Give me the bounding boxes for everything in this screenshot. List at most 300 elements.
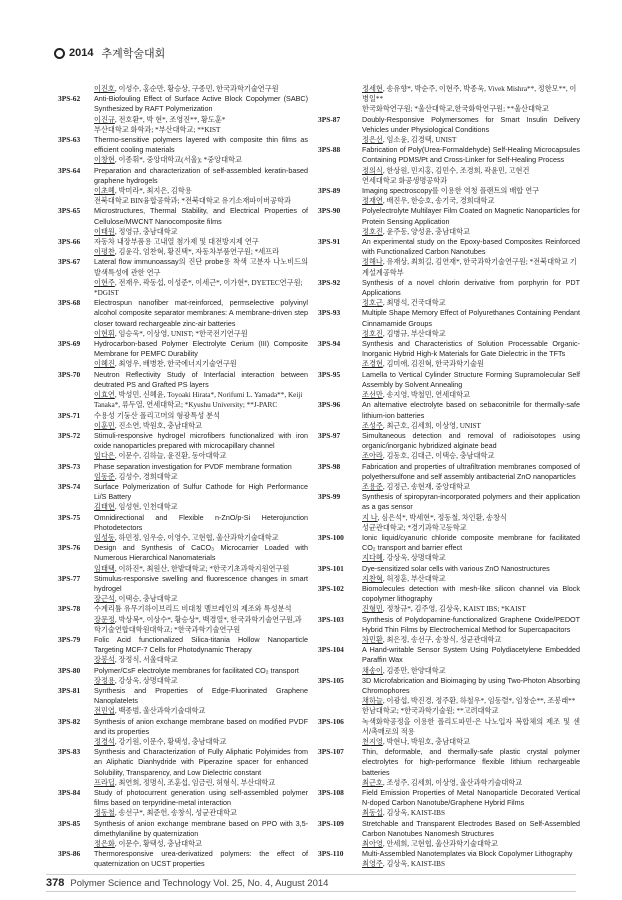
presenting-author: 최영주 <box>362 860 383 869</box>
co-authors: , 정영규, 충남대학교 <box>114 227 178 236</box>
poster-authors <box>94 564 308 574</box>
poster-title: 수계리튬 유무기하이브리드 비대칭 멤브레인의 제조와 특성분석 <box>94 604 292 614</box>
presenting-author: 이현휘 <box>94 329 115 338</box>
presenting-author: 이훈민 <box>94 421 115 430</box>
poster-title: 자동차 내장부품용 고내열 첨가제 및 대전방지제 연구 <box>94 237 259 247</box>
poster-body <box>362 645 580 676</box>
poster-authors <box>94 278 308 298</box>
poster-id: 3PS-64 <box>58 165 81 175</box>
poster-body <box>94 257 308 298</box>
presenting-author: 정세현 <box>362 85 383 93</box>
poster-title: Fabrication and properties of ultrafiltration membranes composed of polyethersulfone and self assembly antibacterial ZnO nanoparticles <box>362 461 580 481</box>
co-authors: , 배진우, 한승호, 송기국, 경희대학교 <box>382 197 495 206</box>
poster-id: 3PS-104 <box>318 645 344 655</box>
poster-title: Dye-sensitized solar cells with various ZnO Nanostructures <box>362 563 550 573</box>
poster-entry <box>318 84 580 115</box>
presenting-author: 이효연 <box>94 391 115 400</box>
co-authors: , 허정훈, 부산대학교 <box>382 574 446 583</box>
poster-authors <box>362 574 580 584</box>
poster-authors <box>94 615 308 635</box>
poster-authors <box>362 359 580 369</box>
poster-entry <box>58 462 308 482</box>
co-authors: , 최근호, 김세희, 이상영, UNIST <box>382 421 481 430</box>
poster-body <box>94 370 308 411</box>
presenting-author: 정경석 <box>94 738 115 746</box>
poster-entry <box>58 604 308 635</box>
poster-title: Lateral flow immunoassay의 진단 probe용 착색 고분자 나노비드의 발색특성에 관한 연구 <box>94 257 308 277</box>
poster-title: 수용성 기둥산 폴리고머의 형광특성 분석 <box>94 410 221 420</box>
poster-title: Synthesis of a novel chlorin derivative from porphyrin for PDT Applications <box>362 277 580 298</box>
poster-id: 3PS-86 <box>58 849 81 859</box>
poster-entry <box>318 533 580 564</box>
poster-authors <box>94 533 308 543</box>
poster-title: Synthesis and Characteristics of Solution Processable Organic-Inorganic Hybrid High-k Materials for Gate Dielectric in the TFTs <box>362 339 580 359</box>
poster-authors <box>94 655 308 665</box>
poster-body <box>362 186 580 206</box>
poster-body <box>94 206 308 237</box>
poster-body <box>94 431 308 462</box>
co-authors: , 정창규*, 김주영, 김상욱, KAIST IBS; *KAIST <box>382 605 526 614</box>
poster-entry <box>318 400 580 431</box>
journal-citation: Polymer Science and Technology Vol. 25, No. 4, August 2014 <box>70 877 329 889</box>
poster-body <box>362 533 580 564</box>
poster-entry <box>318 849 580 869</box>
presenting-author: 채송이 <box>362 666 383 675</box>
presenting-author: 최동섭 <box>362 809 383 818</box>
poster-entry <box>318 492 580 533</box>
poster-id: 3PS-77 <box>58 573 81 583</box>
poster-entry <box>58 747 308 788</box>
presenting-author: 임동준 <box>94 472 115 481</box>
presenting-author: 지다혜 <box>362 554 383 563</box>
poster-entry <box>58 819 308 850</box>
poster-body <box>362 676 580 717</box>
poster-title: Stimuli-responsive hydrogel microfibers functionalized with iron oxide nanoparticles prepared with microcapillary channel <box>94 430 308 451</box>
co-authors: , 최은정, 송선구, 송창식, 성균관대학교 <box>382 635 502 644</box>
poster-entry <box>58 84 308 94</box>
co-authors: , 전호환*, 박 현*, 조영진**, 황도훈* <box>114 115 226 124</box>
poster-body <box>94 513 308 544</box>
poster-title: Synthesis of spiropyran-incorporated polymers and their application as a gas sensor <box>362 492 580 512</box>
poster-title: Design and Synthesis of CaCO₃ Microcarrier Loaded with Numerous Hierarchical Nanomaterials <box>94 543 308 563</box>
poster-entry <box>58 237 308 257</box>
poster-authors <box>362 298 580 308</box>
co-authors: , 박상복*, 이상수*, 황승상*, 백경열*, 한국과학기술연구원,과학기술연합대학원대학교; *한국과학기술연구원 <box>94 615 302 634</box>
poster-body <box>94 543 308 574</box>
poster-id: 3PS-80 <box>58 665 81 675</box>
poster-title: Synthesis of anion exchange membrane based on modified PVDF and its properties <box>94 716 308 736</box>
poster-id: 3PS-88 <box>318 145 341 155</box>
co-authors: , 강기원, 이문수, 황택성, 충남대학교 <box>114 738 227 746</box>
co-authors: , 임승욱*, 이상영, UNIST; *한국전기연구원 <box>114 329 248 338</box>
poster-id: 3PS-72 <box>58 430 81 440</box>
poster-body <box>362 84 580 115</box>
poster-entry <box>318 206 580 237</box>
poster-id: 3PS-83 <box>58 747 81 757</box>
poster-entry <box>58 513 308 544</box>
poster-entry <box>318 717 580 748</box>
poster-id: 3PS-110 <box>318 849 344 859</box>
co-authors: , 전재우, 곽동섭, 이성준*, 이세근*, 이가현*, DYETEC연구원; *DGIST <box>94 278 303 298</box>
presenting-author: 정해나 <box>362 258 383 267</box>
poster-affiliation: 한남대학교; *한국과학기술원; **고려대학교 <box>362 707 499 716</box>
poster-title: Fabrication of Poly(Urea-Formaldehyde) Self-Healing Microcapsules Containing PDMS/Pt and Cross-Linker for Self-Healing Process <box>362 145 580 165</box>
poster-authors <box>362 635 580 645</box>
presenting-author: 조아라 <box>362 452 383 461</box>
header-title: 추계학술대회 <box>101 48 166 60</box>
presenting-author: 정은선 <box>362 136 383 145</box>
poster-authors <box>362 257 580 277</box>
poster-title: Stretchable and Transparent Electrodes Based on Self-Assembled Carbon Nanotubes Nanomesh Structures <box>362 818 580 838</box>
poster-id: 3PS-63 <box>58 135 81 145</box>
poster-title: Stimulus-responsive swelling and fluorescence changes in smart hydrogel <box>94 573 308 593</box>
poster-id: 3PS-94 <box>318 339 341 349</box>
poster-body <box>94 717 308 748</box>
poster-affiliation: 부산대학교 화학과; *부산대학교; **KIST <box>94 125 221 134</box>
poster-id: 3PS-74 <box>58 481 81 491</box>
presenting-author: 이진규 <box>94 115 115 124</box>
presenting-author: 정재연 <box>362 197 383 206</box>
presenting-author: 장근석 <box>94 595 115 604</box>
poster-body <box>362 564 580 584</box>
poster-title: Multi-Assembled Nanotemplates via Block Copolymer Lithography <box>362 849 573 859</box>
co-authors: , 송지영, 박철민, 연세대학교 <box>382 391 471 400</box>
poster-body <box>362 308 580 339</box>
co-authors: , 이광섭, 박진경, 정주환, 하철우*, 임동렬*, 임창순**, 조봉래** <box>382 697 576 706</box>
poster-authors <box>94 839 308 849</box>
co-authors: , 김동호, 김대근, 이택승, 충남대학교 <box>382 452 495 461</box>
poster-id: 3PS-98 <box>318 461 341 471</box>
presenting-author: 채하늘 <box>362 697 383 706</box>
co-authors: , 김병규, 부산대학교 <box>382 329 446 338</box>
presenting-author: 장봉석 <box>94 656 115 665</box>
poster-title: Preparation and characterization of self-assembled keratin-based graphene hydrogels <box>94 165 308 185</box>
co-authors: , 유재상, 최희길, 김연재*, 한국과학기술연구원; *전북대학교 기계설계공학부 <box>362 258 577 277</box>
poster-title: Multiple Shape Memory Effect of Polyurethanes Containing Pendant Cinnamamide Groups <box>362 308 580 328</box>
poster-title: Ionic liquid/cyanuric chloride composite membrane for facilitated CO₂ transport and barrier effect <box>362 532 580 553</box>
co-authors: , 최연희, 정명식, 조훈섭, 임금린, 허형식, 부산대학교 <box>114 778 276 787</box>
co-authors: , 김윤각, 엄찬혁, 황진택*, 자동차부품연구원; *세프라 <box>114 248 280 257</box>
poster-authors <box>94 737 308 747</box>
co-authors: , 안세희, 고현협, 울산과학기술대학교 <box>382 840 498 849</box>
poster-entry <box>318 747 580 788</box>
poster-entry <box>58 166 308 207</box>
co-authors: , 송선구*, 최준헌, 송창식, 성균관대학교 <box>114 809 237 818</box>
poster-authors <box>94 451 308 461</box>
poster-id: 3PS-82 <box>58 716 81 726</box>
poster-body <box>362 819 580 850</box>
presenting-author: 최아영 <box>362 840 383 849</box>
poster-body <box>94 849 308 869</box>
co-authors: , 이하진*, 최원산, 한밭대학교; *한국기초과학지원연구원 <box>114 564 290 573</box>
poster-entry <box>318 237 580 278</box>
poster-body <box>94 237 308 257</box>
poster-id: 3PS-91 <box>318 237 341 247</box>
poster-body <box>362 717 580 748</box>
poster-entry <box>318 564 580 584</box>
poster-title: Synthesis of Polydopamine-functionalized Graphene Oxide/PEDOT Hybrid Thin Films by Electrochemical Method for Supercapacitors <box>362 614 580 634</box>
presenting-author: 천지영 <box>362 738 383 746</box>
poster-title: Electrospun nanofiber mat-reinforced, permselective polyvinyl alcohol composite separator membranes: A membrane-driven step closer toward rechargeable zinc-air batteries <box>94 298 308 328</box>
poster-affiliation: 전북대학교 BIN융합공학과; *전북대학교 유기소재파이버공학과 <box>94 197 291 206</box>
poster-entry <box>58 482 308 513</box>
poster-body <box>94 747 308 788</box>
presenting-author: 조용준 <box>362 482 383 491</box>
poster-body <box>362 615 580 646</box>
presenting-author: 지 나 <box>362 513 378 522</box>
poster-authors <box>94 808 308 818</box>
poster-entry <box>58 370 308 411</box>
poster-title: Imaging spectroscopy를 이용한 역청 플랜트의 배합 연구 <box>362 186 540 196</box>
poster-entry <box>318 788 580 819</box>
co-authors: , 조성주, 김세희, 이상영, 울산과학기술대학교 <box>382 778 523 787</box>
poster-authors <box>362 421 580 431</box>
co-authors: , 하민정, 임우승, 이영수, 고현협, 울산과학기술대학교 <box>114 533 279 542</box>
poster-entry <box>58 257 308 298</box>
poster-body <box>362 115 580 146</box>
poster-id: 3PS-66 <box>58 237 81 247</box>
co-authors: , 최영우, 배병찬, 한국에너지기술연구원 <box>114 360 237 369</box>
poster-id: 3PS-70 <box>58 369 81 379</box>
poster-entry <box>58 635 308 666</box>
poster-entry <box>58 206 308 237</box>
poster-body <box>362 339 580 370</box>
poster-entry <box>318 462 580 493</box>
poster-id: 3PS-97 <box>318 430 341 440</box>
co-authors: , 임소윤, 김경택, UNIST <box>382 136 457 145</box>
poster-authors <box>362 839 580 849</box>
presenting-author: 정은화 <box>94 840 115 849</box>
presenting-author: 전민엽 <box>94 707 115 716</box>
poster-id: 3PS-73 <box>58 461 81 471</box>
poster-title: An experimental study on the Epoxy-based Composites Reinforced with Functionalized Carbon Nanotubes <box>362 237 580 257</box>
poster-entry <box>58 686 308 717</box>
presenting-author: 조성주 <box>362 421 383 430</box>
poster-entry <box>58 298 308 339</box>
poster-authors <box>362 196 580 206</box>
poster-id: 3PS-96 <box>318 400 341 410</box>
poster-title: Surface Polymerization of Sulfur Cathode for High Performance Li/S Battery <box>94 481 308 502</box>
presenting-author: 지찬혁 <box>362 574 383 583</box>
presenting-author: 이평찬 <box>94 248 115 257</box>
poster-body <box>94 94 308 135</box>
poster-title: Polymer/CsF electrolyte membranes for facilitated CO₂ transport <box>94 665 299 675</box>
co-authors: , 김상욱, KAIST-IBS <box>382 860 445 869</box>
poster-authors <box>362 329 580 339</box>
presenting-author: 정의식 <box>362 166 383 175</box>
poster-id: 3PS-100 <box>318 532 344 542</box>
poster-affiliation: 연세대학교 화공생명공학과 <box>362 176 448 185</box>
poster-entry <box>318 584 580 615</box>
poster-id: 3PS-67 <box>58 257 81 267</box>
presenting-author: 김태현 <box>94 503 115 512</box>
poster-body <box>94 574 308 605</box>
poster-entry <box>58 339 308 370</box>
poster-id: 3PS-102 <box>318 583 344 593</box>
poster-entry <box>58 94 308 135</box>
co-authors: , 윤주동, 양성윤, 충남대학교 <box>382 227 471 236</box>
poster-authors <box>362 482 580 492</box>
poster-entry <box>318 370 580 401</box>
header-year: 2014 <box>69 47 94 59</box>
poster-id: 3PS-65 <box>58 206 81 216</box>
poster-body <box>94 482 308 513</box>
poster-entry <box>318 615 580 646</box>
poster-body <box>94 339 308 370</box>
poster-authors <box>94 359 308 369</box>
poster-body <box>94 166 308 207</box>
poster-authors <box>94 390 308 410</box>
poster-id: 3PS-90 <box>318 206 341 216</box>
presenting-author: 이태원 <box>94 227 115 236</box>
poster-authors <box>362 451 580 461</box>
left-column <box>58 84 308 870</box>
poster-body <box>94 686 308 717</box>
co-authors: , 김정근, 송현재, 중앙대학교 <box>382 482 471 491</box>
co-authors: , 이성수, 홍순만, 황승상, 구종민, 한국과학기술연구원 <box>114 85 279 93</box>
poster-id: 3PS-68 <box>58 298 81 308</box>
poster-id: 3PS-75 <box>58 512 81 522</box>
poster-entry <box>318 676 580 717</box>
poster-entry <box>318 308 580 339</box>
poster-id: 3PS-84 <box>58 788 81 798</box>
poster-title: Thin, deformable, and thermally-safe plastic crystal polymer electrolytes for high-performance flexible lithium rechargeable batteries <box>362 747 580 777</box>
co-authors: , 박현나, 박원호, 충남대학교 <box>382 738 471 746</box>
poster-title: Microstructures, Thermal Stability, and Electrical Properties of Cellulose/MWCNT Nanocomposite films <box>94 206 308 226</box>
poster-id: 3PS-85 <box>58 818 81 828</box>
presenting-author: 임성동 <box>94 533 115 542</box>
co-authors: , 이문수, 황택성, 충남대학교 <box>114 840 203 849</box>
poster-authors <box>362 227 580 237</box>
co-authors: , 김성수, 경희대학교 <box>114 472 178 481</box>
poster-entry <box>318 186 580 206</box>
poster-entry <box>58 543 308 574</box>
poster-id: 3PS-78 <box>58 604 81 614</box>
co-authors: , 박미라*, 최지은, 김학용 <box>114 187 192 196</box>
co-authors: , 이택승, 충남대학교 <box>114 595 178 604</box>
poster-body <box>362 747 580 788</box>
poster-authors <box>94 676 308 686</box>
poster-id <box>58 84 94 94</box>
right-column <box>318 84 580 870</box>
poster-authors <box>362 84 580 104</box>
poster-body <box>94 411 308 431</box>
presenting-author: 장정용 <box>94 676 115 685</box>
poster-entry <box>58 411 308 431</box>
co-authors: , 김상욱, KAIST-IBS <box>382 809 445 818</box>
poster-body <box>362 278 580 309</box>
poster-entry <box>58 574 308 605</box>
poster-affiliation: 한국화학연구원; *울산대학교,한국화학연구원; **울산대학교 <box>362 105 549 114</box>
poster-id: 3PS-69 <box>58 339 81 349</box>
presenting-author: 정호근 <box>362 299 383 308</box>
poster-title: 3D Microfabrication and Bioimaging by using Two-Photon Absorbing Chromophores <box>362 675 580 695</box>
poster-title: Doubly-Responsive Polymersomes for Smart Insulin Delivery Vehicles under Physiological Conditions <box>362 114 580 134</box>
poster-id: 3PS-87 <box>318 114 341 124</box>
poster-body <box>362 431 580 462</box>
poster-body <box>94 298 308 339</box>
presenting-author: 조선만 <box>362 391 383 400</box>
presenting-author: 프라딥 <box>94 778 115 787</box>
poster-body <box>362 462 580 493</box>
poster-title: A Hand-writable Sensor System Using Polydiacetylene Embedded Paraffin Wax <box>362 645 580 665</box>
poster-entry <box>58 666 308 686</box>
presenting-author: 이혜진 <box>94 360 115 369</box>
poster-entry <box>318 645 580 676</box>
co-authors: , 강상욱, 상명대학교 <box>114 676 178 685</box>
poster-id <box>318 84 362 115</box>
poster-title: Omnidirectional and Flexible n-ZnO/p-Si Heterojunction Photodetectors <box>94 512 308 532</box>
poster-title: Synthesis of anion exchange membrane based on PPO with 3,5-dimethylaniline by quaternization <box>94 818 308 838</box>
poster-body <box>94 819 308 850</box>
poster-body <box>362 206 580 237</box>
presenting-author: 정동철 <box>94 809 115 818</box>
poster-title: 녹색화학공정을 이용한 폴리도파민-은 나노입자 복합체의 제조 및 센서/촉매로의 적용 <box>362 716 580 736</box>
poster-id: 3PS-106 <box>318 716 344 726</box>
poster-body <box>362 788 580 819</box>
presenting-author: 장문정 <box>94 615 115 624</box>
poster-entry <box>58 717 308 748</box>
poster-authors <box>94 115 308 125</box>
poster-entry <box>318 115 580 146</box>
poster-authors <box>94 155 308 165</box>
presenting-author: 최근호 <box>362 778 383 787</box>
co-authors: , 김미애, 김진혁, 한국과학기술원 <box>382 360 484 369</box>
section-header <box>54 45 165 61</box>
poster-title: Simultaneous detection and removal of radioisotopes using organic/inorganic hybridized alginate bead <box>362 430 580 451</box>
page-number: 378 <box>46 877 65 889</box>
poster-authors <box>94 329 308 339</box>
poster-entry <box>318 431 580 462</box>
presenting-author: 정호진 <box>362 329 383 338</box>
co-authors: , 백종범, 울산과학기술대학교 <box>114 707 206 716</box>
poster-id: 3PS-109 <box>318 818 344 828</box>
poster-body <box>94 635 308 666</box>
poster-authors <box>94 778 308 788</box>
presenting-author: 정호진 <box>362 227 383 236</box>
poster-title: Folic Acid functionalized Silica-titania Hollow Nanoparticle Targeting MCF-7 Cells for Photodynamic Therapy <box>94 634 308 655</box>
co-authors: , 한상원, 민지홍, 김민수, 조경희, 곽윤민, 고현건 <box>382 166 530 175</box>
poster-id: 3PS-108 <box>318 788 344 798</box>
poster-title: Hydrocarbon-based Polymer Electrolyte Cerium (III) Composite Membrane for PEMFC Durability <box>94 339 308 359</box>
poster-body <box>94 666 308 686</box>
poster-authors <box>94 227 308 237</box>
poster-title: Field Emission Properties of Metal Nanoparticle Decorated Vertical N-doped Carbon Nanotube/Graphene Hybrid Films <box>362 788 580 808</box>
presenting-author: 차민환 <box>362 635 383 644</box>
poster-title: Phase separation investigation for PVDF membrane formation <box>94 461 292 471</box>
poster-body <box>362 492 580 533</box>
poster-entry <box>318 819 580 850</box>
co-authors: , 이종휘*, 중앙대학교(서울); *중앙대학교 <box>114 156 242 165</box>
poster-id: 3PS-101 <box>318 563 344 573</box>
poster-title: Synthesis and Properties of Edge-Fluorinated Graphene Nanoplatelets <box>94 685 308 706</box>
presenting-author: 조경현 <box>362 360 383 369</box>
poster-id: 3PS-105 <box>318 675 344 685</box>
poster-body <box>94 135 308 166</box>
poster-body <box>94 462 308 482</box>
co-authors: , 최명석, 건국대학교 <box>382 299 446 308</box>
poster-title: Synthesis and Characterization of Fully Aliphatic Polyimides from an Aliphatic Dianhydride with Piperazine spacer for enhanced Solubility, Transparency, and Low Dielectric constant <box>94 747 308 777</box>
poster-title: Lamella to Vertical Cylinder Structure Forming Supramolecular Self Assembly by Solvent Annealing <box>362 369 580 389</box>
poster-id: 3PS-79 <box>58 634 81 644</box>
co-authors: , 장정식, 서울대학교 <box>114 656 178 665</box>
presenting-author: 이창현 <box>94 156 115 165</box>
poster-authors <box>362 135 580 145</box>
poster-id: 3PS-103 <box>318 614 344 624</box>
poster-id: 3PS-76 <box>58 543 81 553</box>
poster-body <box>362 849 580 869</box>
circle-bullet-icon <box>54 48 65 59</box>
